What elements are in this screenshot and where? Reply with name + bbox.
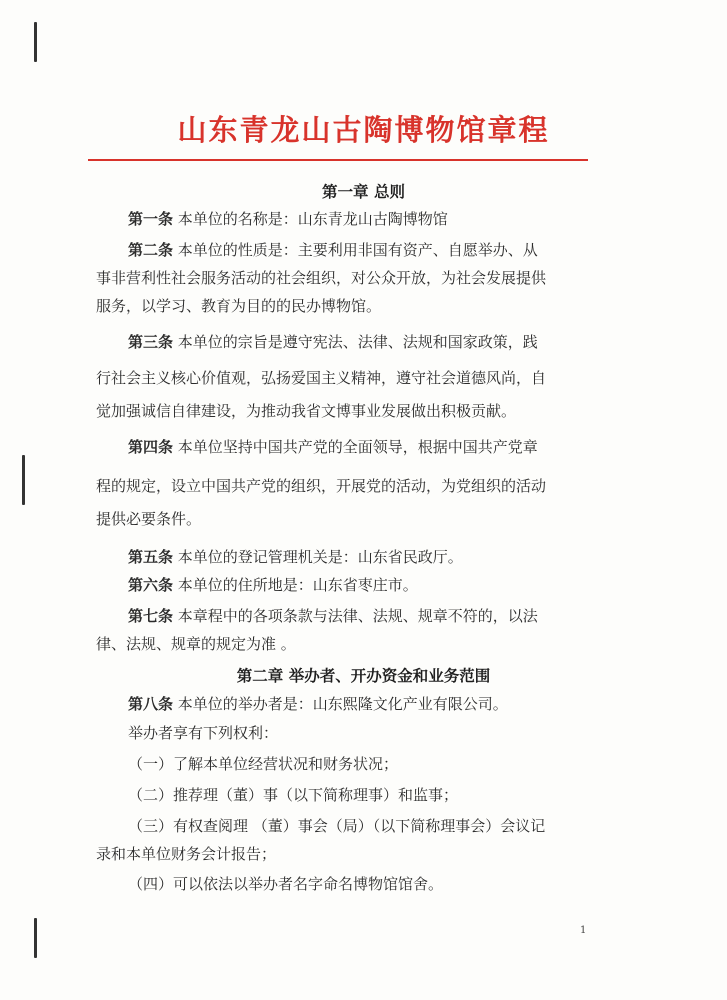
article-7-label: 第七条	[128, 607, 174, 625]
article-3-line-3: 觉加强诚信自律建设，为推动我省文博事业发展做出积极贡献。	[96, 402, 517, 420]
rights-intro: 举办者享有下列权利：	[128, 724, 279, 742]
right-item-1: （一）了解本单位经营状况和财务状况；	[128, 755, 399, 773]
article-3-line-2: 行社会主义核心价值观，弘扬爱国主义精神，遵守社会道德风尚，自	[96, 369, 547, 387]
article-8	[128, 693, 508, 714]
article-5	[128, 546, 463, 567]
scan-binding-mark-top	[34, 22, 37, 62]
chapter-2-heading: 第二章 举办者、开办资金和业务范围	[236, 667, 491, 685]
article-1	[128, 208, 448, 229]
article-2-line-2: 事非营利性社会服务活动的社会组织，对公众开放，为社会发展提供	[96, 269, 547, 287]
chapter-1-heading: 第一章 总则	[322, 183, 405, 201]
article-4-label: 第四条	[128, 438, 174, 456]
article-5-label: 第五条	[128, 548, 174, 566]
article-6	[128, 574, 418, 595]
article-2-text-1: 本单位的性质是：主要利用非国有资产、自愿举办、从	[173, 241, 538, 259]
page-number: 1	[580, 925, 587, 936]
article-2-line-3: 服务，以学习、教育为目的的民办博物馆。	[96, 297, 382, 315]
article-3-text-1: 本单位的宗旨是遵守宪法、法律、法规和国家政策，践	[173, 333, 538, 351]
article-8-label: 第八条	[128, 695, 174, 713]
document-title: 山东青龙山古陶博物馆章程	[177, 113, 550, 147]
article-2-label: 第二条	[128, 241, 174, 259]
right-item-3-line-2: 录和本单位财务会计报告；	[96, 845, 277, 863]
article-4-text-1: 本单位坚持中国共产党的全面领导，根据中国共产党章	[173, 438, 538, 456]
scan-binding-mark-bottom	[34, 918, 37, 958]
article-7-text-1: 本章程中的各项条款与法律、法规、规章不符的，以法	[173, 607, 538, 625]
title-underline	[88, 159, 588, 161]
article-4-line-3: 提供必要条件。	[96, 510, 202, 528]
article-2-line-1	[128, 239, 538, 260]
article-3-label: 第三条	[128, 333, 174, 351]
right-item-4: （四）可以依法以举办者名字命名博物馆馆舍。	[128, 875, 444, 893]
article-8-text: 本单位的举办者是：山东熙隆文化产业有限公司。	[173, 695, 508, 713]
article-5-text: 本单位的登记管理机关是：山东省民政厅。	[173, 548, 463, 566]
right-item-2: （二）推荐理（董）事（以下简称理事）和监事；	[128, 786, 459, 804]
article-7-line-1	[128, 605, 538, 626]
article-1-text: 本单位的名称是：山东青龙山古陶博物馆	[173, 210, 448, 228]
article-1-label: 第一条	[128, 210, 174, 228]
article-6-label: 第六条	[128, 576, 174, 594]
article-4-line-2: 程的规定，设立中国共产党的组织，开展党的活动，为党组织的活动	[96, 477, 547, 495]
right-item-3-line-1: （三）有权查阅理 （董）事会（局）（以下简称理事会）会议记	[128, 817, 546, 835]
article-3-line-1	[128, 331, 538, 352]
article-4-line-1	[128, 436, 538, 457]
article-6-text: 本单位的住所地是：山东省枣庄市。	[173, 576, 418, 594]
scan-binding-mark-middle	[22, 455, 25, 505]
article-7-line-2: 律、法规、规章的规定为准 。	[96, 635, 296, 653]
